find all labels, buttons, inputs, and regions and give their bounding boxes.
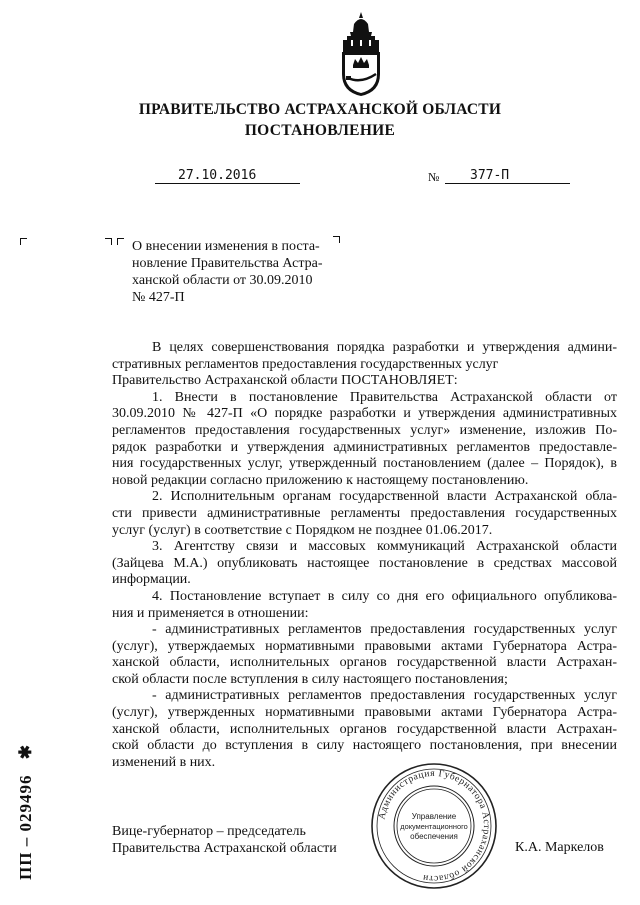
document-date: 27.10.2016: [178, 168, 257, 183]
body-line: ханской области, исполнительных органов государственной власти Астрахан-: [112, 655, 617, 671]
stamp-center-line: документационного: [400, 822, 468, 831]
body-line: 1. Внести в постановление Правительства Астраханской области от: [152, 389, 617, 405]
number-sign: №: [428, 170, 440, 184]
serial-number-text: ПП – 029496: [16, 774, 35, 880]
body-line: стративных регламентов предоставления государственных услуг: [112, 356, 499, 372]
stamp-ring-text: Администрация Губернатора Астраханской области: [376, 767, 493, 885]
body-line: ханской области, исполнительных органов государственной власти Астрахан-: [112, 721, 617, 737]
subject-line: О внесении изменения в поста-: [132, 239, 320, 254]
signer-position-line: Вице-губернатор – председатель: [112, 824, 306, 839]
body-line: - административных регламентов предоставления государственных услуг: [152, 622, 617, 638]
body-line: (Зайцева М.А.) опубликовать настоящее постановление в средствах массовой: [112, 555, 617, 571]
body-line: - административных регламентов предоставления государственных услуг: [152, 688, 617, 704]
side-serial-number: [16, 744, 36, 880]
organization-title: ПРАВИТЕЛЬСТВО АСТРАХАНСКОЙ ОБЛАСТИ: [138, 101, 502, 118]
body-line: ния государственных услуг, утвержденный постановлением (далее – Порядок), в: [112, 456, 617, 472]
coat-of-arms-icon: [336, 10, 386, 98]
corner-mark-left: [20, 238, 27, 245]
date-underline: [155, 182, 300, 184]
body-line: ния и применяется в отношении:: [112, 605, 309, 621]
signer-position-line: Правительства Астраханской области: [112, 841, 337, 856]
document-body: [112, 340, 617, 771]
subject-line: ханской области от 30.09.2010: [132, 273, 313, 288]
body-line: (услуг), утверждаемых нормативными правовыми актами Губернатора Астра-: [112, 638, 617, 654]
body-line: 2. Исполнительным органам государственной власти Астраханской обла-: [152, 489, 617, 505]
body-line: изменений в них.: [112, 754, 216, 770]
body-line: 30.09.2010 № 427-П «О порядке разработки и утверждения административных: [112, 406, 617, 422]
body-line: 3. Агентству связи и массовых коммуникаций Астраханской области: [152, 539, 617, 555]
body-line: рядок разработки и утверждения административных регламентов предоставле-: [112, 439, 617, 455]
body-line: ской области после вступления в силу настоящего постановления;: [112, 671, 508, 687]
body-line: услуг (услуг) в соответствие с Порядком не позднее 01.06.2017.: [112, 522, 493, 538]
body-line: 4. Постановление вступает в силу со дня его официального опубликова-: [152, 588, 617, 604]
official-stamp: [370, 762, 498, 890]
stamp-center-line: обеспечения: [410, 832, 458, 841]
corner-mark-mid: [105, 238, 112, 245]
signer-position: [112, 823, 337, 857]
body-line: ской области до вступления в силу настоящего постановления, при внесении: [112, 738, 617, 754]
body-line: информации.: [112, 572, 191, 588]
body-line: регламентов предоставления государственных услуг» изменение, изложив По-: [112, 422, 617, 438]
stamp-center-line: Управление: [411, 812, 457, 821]
body-line: сти привести административные регламенты предоставления государственных: [112, 505, 617, 521]
document-number: 377-П: [470, 168, 510, 183]
subject-line: № 427-П: [132, 290, 185, 305]
asterisk-mark-icon: ✱: [16, 744, 35, 760]
body-line: Правительство Астраханской области ПОСТАНОВЛЯЕТ:: [112, 373, 458, 389]
body-line: (услуг), утвержденных нормативными правовыми актами Губернатора Астра-: [112, 705, 617, 721]
corner-mark-subject-start: [117, 238, 124, 245]
number-underline: [445, 182, 570, 184]
body-line: новой редакции согласно приложению к настоящему постановлению.: [112, 472, 529, 488]
document-subject: [132, 238, 337, 306]
body-line: В целях совершенствования порядка разработки и утверждения админи-: [152, 340, 617, 355]
subject-line: новление Правительства Астра-: [132, 256, 323, 271]
document-type-title: ПОСТАНОВЛЕНИЕ: [244, 122, 396, 139]
signer-name: К.А. Маркелов: [515, 840, 604, 855]
